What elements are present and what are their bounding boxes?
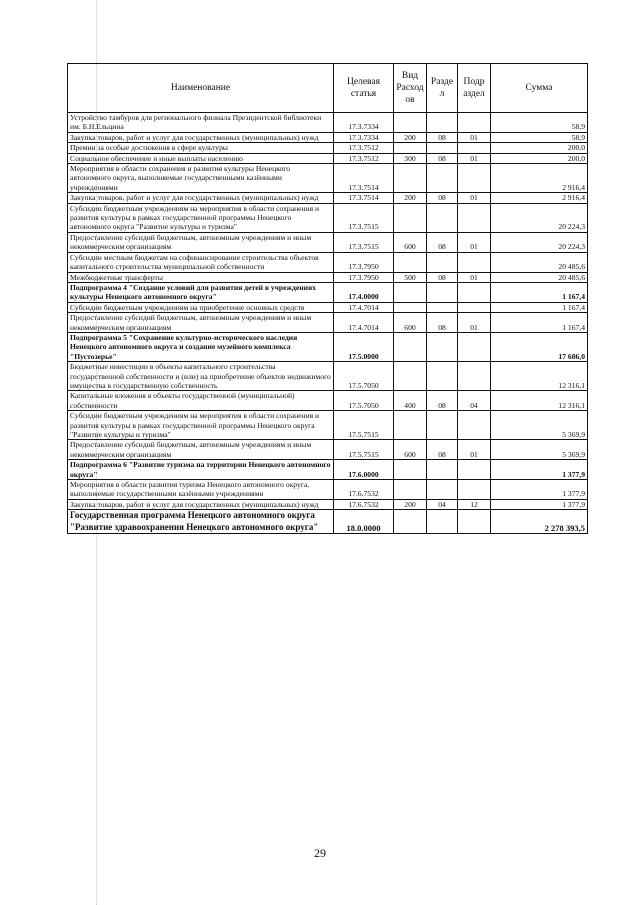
table-row <box>68 480 588 500</box>
table-row <box>68 113 588 133</box>
row-target: 17.3.7514 <box>334 164 394 193</box>
row-target: 17.3.7515 <box>334 232 394 252</box>
row-sum: 1 167,4 <box>491 302 588 312</box>
row-target: 17.3.7515 <box>334 203 394 232</box>
row-exp-type <box>394 332 427 361</box>
row-section: 08 <box>427 153 458 163</box>
row-subsection: 01 <box>458 193 491 203</box>
row-subsection <box>458 252 491 272</box>
row-exp-type: 200 <box>394 193 427 203</box>
row-sum: 12 316,1 <box>491 391 588 411</box>
header-sum: Сумма <box>491 64 588 113</box>
table-row <box>68 440 588 460</box>
row-exp-type <box>394 113 427 133</box>
row-subsection <box>458 203 491 232</box>
row-sum: 1 167,4 <box>491 282 588 302</box>
row-target: 18.0.0000 <box>334 510 394 534</box>
row-name: Субсидии бюджетным учреждениям на мероприятия в области сохранения и развития культуры в рамках государственной программы Ненецкого автономного округа "Развитие культуры и туризма" <box>68 203 334 232</box>
row-exp-type <box>394 480 427 500</box>
row-section: 08 <box>427 193 458 203</box>
row-sum: 1 377,9 <box>491 480 588 500</box>
table-row <box>68 143 588 153</box>
row-section: 08 <box>427 313 458 333</box>
row-subsection <box>458 411 491 440</box>
row-target: 17.4.0000 <box>334 282 394 302</box>
table-row <box>68 362 588 391</box>
row-name: Капитальные вложения в объекты государственной (муниципальной) собственности <box>68 391 334 411</box>
row-name: Подпрограмма 5 "Сохранение культурно-исторического наследия Ненецкого автономного округа и создание музейного комплекса "Пустозерье" <box>68 332 334 361</box>
row-exp-type <box>394 302 427 312</box>
row-section: 08 <box>427 232 458 252</box>
header-subsection: Подр аздел <box>458 64 491 113</box>
row-target: 17.3.7512 <box>334 143 394 153</box>
row-target: 17.6.0000 <box>334 460 394 480</box>
row-exp-type: 600 <box>394 440 427 460</box>
row-sum: 58,9 <box>491 113 588 133</box>
row-section <box>427 113 458 133</box>
row-exp-type <box>394 164 427 193</box>
row-subsection <box>458 282 491 302</box>
row-target: 17.5.7050 <box>334 362 394 391</box>
subprogram-row <box>68 282 588 302</box>
row-target: 17.5.7515 <box>334 411 394 440</box>
row-subsection <box>458 460 491 480</box>
row-target: 17.6.7532 <box>334 499 394 509</box>
table-row <box>68 203 588 232</box>
row-subsection <box>458 143 491 153</box>
row-name: Мероприятия в области развития туризма Ненецкого автономного округа, выполняемые государственными казёнными учреждениями <box>68 480 334 500</box>
row-name: Предоставление субсидий бюджетным, автономным учреждениям и иным некоммерческим организациям <box>68 440 334 460</box>
table-body <box>68 113 588 534</box>
table-row <box>68 232 588 252</box>
row-subsection: 01 <box>458 272 491 282</box>
subprogram-row <box>68 510 588 534</box>
row-name: Государственная программа Ненецкого автономного округа "Развитие здравоохранения Ненецкого автономного округа" <box>68 510 334 534</box>
row-subsection <box>458 164 491 193</box>
row-target: 17.5.0000 <box>334 332 394 361</box>
row-target: 17.5.7515 <box>334 440 394 460</box>
row-name: Подпрограмма 6 "Развитие туризма на территории Ненецкого автономного округа" <box>68 460 334 480</box>
row-subsection: 01 <box>458 153 491 163</box>
header-exp-type: Вид Расход ов <box>394 64 427 113</box>
row-section <box>427 362 458 391</box>
subprogram-row <box>68 332 588 361</box>
row-subsection: 04 <box>458 391 491 411</box>
row-target: 17.3.7334 <box>334 113 394 133</box>
row-target: 17.4.7014 <box>334 302 394 312</box>
budget-table <box>67 63 588 534</box>
row-target: 17.3.7334 <box>334 132 394 142</box>
row-exp-type <box>394 460 427 480</box>
table-row <box>68 193 588 203</box>
row-name: Мероприятия в области сохранения и развития культуры Ненецкого автономного округа, выполняемые государственными казёнными учреждениями <box>68 164 334 193</box>
row-exp-type <box>394 143 427 153</box>
row-name: Межбюджетные трансферты <box>68 272 334 282</box>
table-row <box>68 252 588 272</box>
row-section <box>427 411 458 440</box>
row-exp-type: 300 <box>394 153 427 163</box>
row-exp-type: 600 <box>394 232 427 252</box>
row-name: Субсидии местным бюджетам на софинансирование строительства объектов капитального строительства муниципальной собственности <box>68 252 334 272</box>
row-sum: 20 485,6 <box>491 252 588 272</box>
table-row <box>68 132 588 142</box>
row-sum: 17 686,0 <box>491 332 588 361</box>
row-sum: 20 224,3 <box>491 203 588 232</box>
table-row <box>68 302 588 312</box>
row-subsection: 12 <box>458 499 491 509</box>
row-subsection: 01 <box>458 132 491 142</box>
row-sum: 58,9 <box>491 132 588 142</box>
row-section <box>427 252 458 272</box>
row-subsection: 01 <box>458 440 491 460</box>
row-exp-type <box>394 203 427 232</box>
row-sum: 20 224,3 <box>491 232 588 252</box>
row-target: 17.5.7050 <box>334 391 394 411</box>
table-row <box>68 164 588 193</box>
row-target: 17.3.7514 <box>334 193 394 203</box>
row-section: 08 <box>427 132 458 142</box>
row-subsection <box>458 510 491 534</box>
table-row <box>68 391 588 411</box>
row-exp-type: 500 <box>394 272 427 282</box>
row-sum: 200,0 <box>491 143 588 153</box>
row-name: Премии за особые достижения в сфере культуры <box>68 143 334 153</box>
row-subsection <box>458 480 491 500</box>
table-row <box>68 313 588 333</box>
row-sum: 1 167,4 <box>491 313 588 333</box>
page-number: 29 <box>314 846 326 860</box>
row-name: Закупка товаров, работ и услуг для государственных (муниципальных) нужд <box>68 499 334 509</box>
row-section <box>427 302 458 312</box>
row-exp-type: 400 <box>394 391 427 411</box>
row-target: 17.3.7950 <box>334 272 394 282</box>
row-target: 17.4.7014 <box>334 313 394 333</box>
header-target: Целевая статья <box>334 64 394 113</box>
row-sum: 12 316,1 <box>491 362 588 391</box>
row-section <box>427 332 458 361</box>
header-section: Разде л <box>427 64 458 113</box>
row-exp-type <box>394 362 427 391</box>
row-exp-type: 200 <box>394 499 427 509</box>
table-header-row <box>68 64 588 113</box>
table-row <box>68 411 588 440</box>
row-subsection: 01 <box>458 313 491 333</box>
row-name: Предоставление субсидий бюджетным, автономным учреждениям и иным некоммерческим организациям <box>68 313 334 333</box>
row-exp-type: 200 <box>394 132 427 142</box>
row-exp-type <box>394 282 427 302</box>
row-exp-type <box>394 252 427 272</box>
row-section <box>427 480 458 500</box>
row-sum: 200,0 <box>491 153 588 163</box>
row-exp-type <box>394 411 427 440</box>
row-sum: 20 485,6 <box>491 272 588 282</box>
row-section <box>427 460 458 480</box>
row-target: 17.3.7950 <box>334 252 394 272</box>
row-sum: 2 916,4 <box>491 164 588 193</box>
row-sum: 2 916,4 <box>491 193 588 203</box>
row-sum: 5 369,9 <box>491 440 588 460</box>
row-subsection <box>458 302 491 312</box>
row-subsection <box>458 113 491 133</box>
row-sum: 1 377,9 <box>491 499 588 509</box>
row-name: Закупка товаров, работ и услуг для государственных (муниципальных) нужд <box>68 193 334 203</box>
row-sum: 1 377,9 <box>491 460 588 480</box>
row-name: Субсидии бюджетным учреждениям на мероприятия в области сохранения и развития культуры в рамках государственной программы Ненецкого округа "Развитие культуры и туризма" <box>68 411 334 440</box>
subprogram-row <box>68 460 588 480</box>
row-exp-type <box>394 510 427 534</box>
table-row <box>68 153 588 163</box>
row-name: Предоставление субсидий бюджетным, автономным учреждениям и иным некоммерческим организациям <box>68 232 334 252</box>
row-sum: 2 278 393,5 <box>491 510 588 534</box>
row-exp-type: 600 <box>394 313 427 333</box>
row-target: 17.6.7532 <box>334 480 394 500</box>
row-sum: 5 369,9 <box>491 411 588 440</box>
row-section <box>427 164 458 193</box>
row-section <box>427 143 458 153</box>
row-name: Подпрограмма 4 "Создание условий для развития детей в учреждениях культуры Ненецкого автономного округа" <box>68 282 334 302</box>
row-name: Субсидии бюджетным учреждениям на приобретение основных средств <box>68 302 334 312</box>
row-subsection <box>458 362 491 391</box>
row-name: Устройство тамбуров для регионального филиала Президентской библиотеки им. Б.Н.Ельцина <box>68 113 334 133</box>
row-subsection <box>458 332 491 361</box>
table-row <box>68 272 588 282</box>
row-name: Социальное обеспечение и иные выплаты населению <box>68 153 334 163</box>
row-name: Закупка товаров, работ и услуг для государственных (муниципальных) нужд <box>68 132 334 142</box>
row-section: 08 <box>427 391 458 411</box>
row-subsection: 01 <box>458 232 491 252</box>
row-section <box>427 203 458 232</box>
row-section: 08 <box>427 440 458 460</box>
row-target: 17.3.7512 <box>334 153 394 163</box>
row-name: Бюджетные инвестиции в объекты капитального строительства государственной собственности и (или) на приобретение объектов недвижимого имущества в государственную собственность <box>68 362 334 391</box>
row-section <box>427 282 458 302</box>
row-section: 04 <box>427 499 458 509</box>
table-row <box>68 499 588 509</box>
row-section <box>427 510 458 534</box>
row-section: 08 <box>427 272 458 282</box>
header-name: Наименование <box>68 64 334 113</box>
